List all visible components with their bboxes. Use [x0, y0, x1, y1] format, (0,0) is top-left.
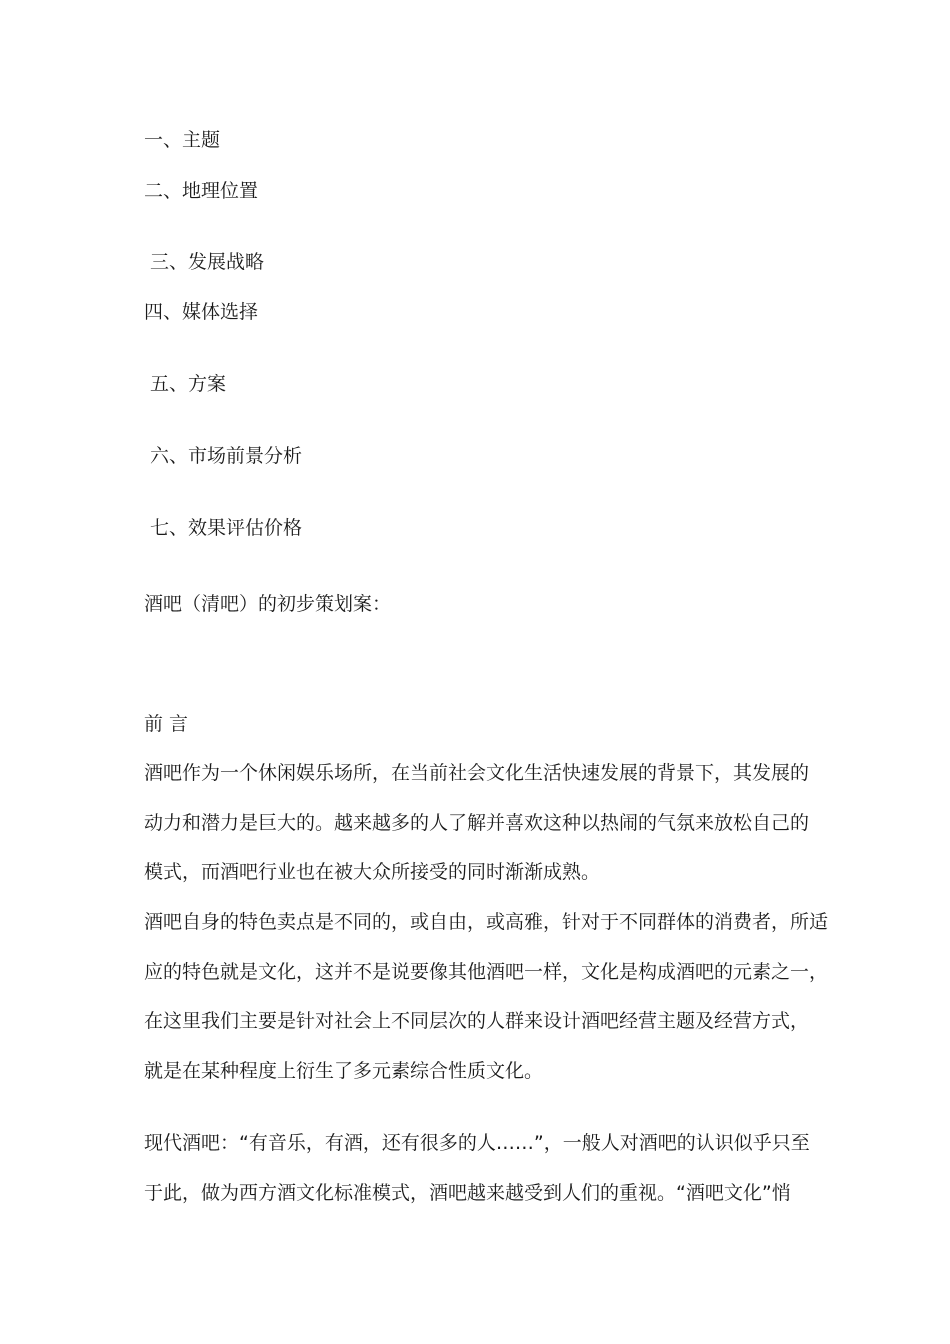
- para1-line-3: 模式，而酒吧行业也在被大众所接受的同时渐渐成熟。: [144, 861, 601, 883]
- toc-item-evaluation: 七、效果评估价格: [150, 517, 303, 539]
- toc-item-theme: 一、主题: [144, 129, 221, 151]
- toc-item-media: 四、媒体选择: [144, 301, 259, 323]
- toc-item-location: 二、地理位置: [144, 180, 259, 202]
- para3-line-2: 于此，做为西方酒文化标准模式，酒吧越来越受到人们的重视。“酒吧文化”悄: [144, 1182, 791, 1204]
- para2-line-4: 就是在某种程度上衍生了多元素综合性质文化。: [144, 1060, 544, 1082]
- para2-line-1: 酒吧自身的特色卖点是不同的，或自由，或高雅，针对于不同群体的消费者，所适: [144, 911, 829, 933]
- para2-line-3: 在这里我们主要是针对社会上不同层次的人群来设计酒吧经营主题及经营方式，: [144, 1010, 810, 1032]
- para3-line-1: 现代酒吧：“有音乐，有酒，还有很多的人……”，一般人对酒吧的认识似乎只至: [144, 1132, 810, 1154]
- para1-line-1: 酒吧作为一个休闲娱乐场所，在当前社会文化生活快速发展的背景下，其发展的: [144, 762, 810, 784]
- toc-item-market: 六、市场前景分析: [150, 445, 303, 467]
- para1-line-2: 动力和潜力是巨大的。越来越多的人了解并喜欢这种以热闹的气氛来放松自己的: [144, 812, 810, 834]
- toc-item-plan: 五、方案: [150, 373, 227, 395]
- preface-heading: 前 言: [144, 713, 189, 735]
- toc-item-strategy: 三、发展战略: [150, 251, 265, 273]
- para2-line-2: 应的特色就是文化，这并不是说要像其他酒吧一样，文化是构成酒吧的元素之一，: [144, 961, 829, 983]
- plan-title: 酒吧（清吧）的初步策划案：: [144, 593, 392, 615]
